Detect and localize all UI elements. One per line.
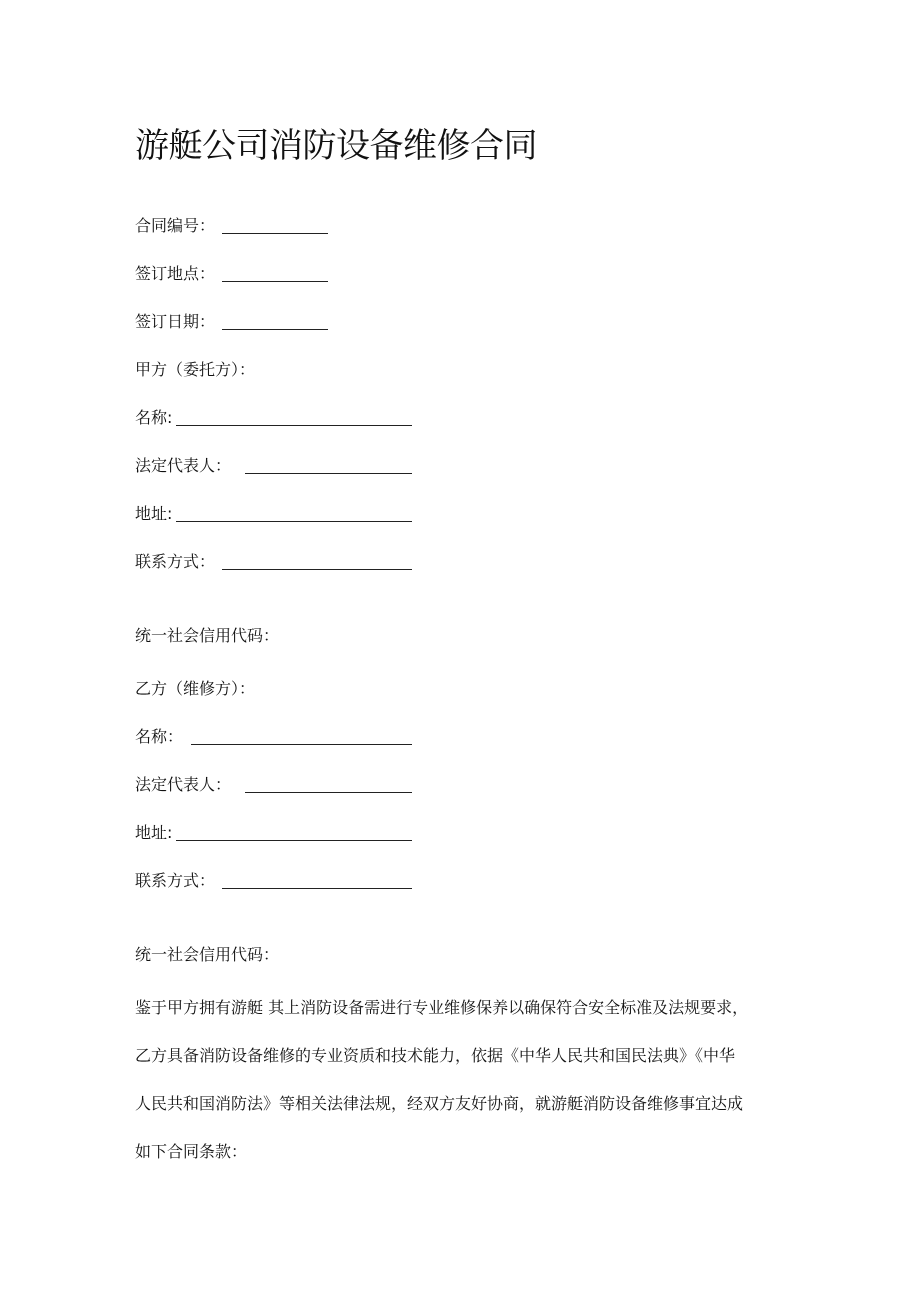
- party-b-credit-code-field: [135, 942, 279, 968]
- party-a-address-field: [135, 501, 172, 527]
- party-b-name-blank[interactable]: [191, 744, 412, 745]
- party-a-name-field: [135, 405, 172, 431]
- party-b-contact-field: [135, 868, 215, 894]
- party-a-heading: [135, 357, 255, 383]
- party-b-name-label: 名称：: [135, 727, 184, 746]
- party-b-legal-rep-field: [135, 772, 231, 798]
- party-a-contact-blank[interactable]: [222, 569, 412, 570]
- party-b-address-blank[interactable]: [176, 840, 412, 841]
- party-a-address-blank[interactable]: [176, 521, 412, 522]
- party-a-heading-text: 甲方（委托方）：: [135, 360, 256, 379]
- party-a-legal-rep-label: 法定代表人：: [135, 456, 232, 475]
- party-b-legal-rep-blank[interactable]: [245, 792, 412, 793]
- party-a-name-blank[interactable]: [176, 425, 412, 426]
- party-b-contact-blank[interactable]: [222, 888, 412, 889]
- party-a-name-label: 名称:: [135, 408, 173, 427]
- sign-place-field: [135, 261, 215, 287]
- party-b-heading-text: 乙方（维修方）：: [135, 679, 256, 698]
- party-a-legal-rep-blank[interactable]: [245, 473, 412, 474]
- preamble-line-1: 鉴于甲方拥有游艇 其上消防设备需进行专业维修保养以确保符合安全标准及法规要求，: [135, 998, 749, 1017]
- sign-date-label: 签订日期：: [135, 312, 216, 331]
- preamble-line-3: 人民共和国消防法》等相关法律法规，经双方友好协商，就游艇消防设备维修事宜达成: [135, 1094, 744, 1113]
- party-a-credit-code-field: [135, 623, 279, 649]
- sign-place-blank[interactable]: [222, 281, 328, 282]
- party-a-address-label: 地址:: [135, 504, 173, 523]
- preamble-line-2: 乙方具备消防设备维修的专业资质和技术能力，依据《中华人民共和国民法典》《中华: [135, 1046, 736, 1065]
- contract-number-field: [135, 213, 215, 239]
- sign-place-label: 签订地点：: [135, 264, 216, 283]
- party-b-credit-code-label: 统一社会信用代码：: [135, 945, 280, 964]
- document-title: 游艇公司消防设备维修合同: [135, 126, 537, 166]
- party-a-contact-label: 联系方式：: [135, 552, 216, 571]
- party-a-legal-rep-field: [135, 453, 231, 479]
- preamble-line-4: 如下合同条款：: [135, 1142, 248, 1161]
- party-b-name-field: [135, 724, 183, 750]
- contract-number-label: 合同编号：: [135, 216, 216, 235]
- party-b-legal-rep-label: 法定代表人：: [135, 775, 232, 794]
- party-b-heading: [135, 676, 255, 702]
- sign-date-field: [135, 309, 215, 335]
- contract-number-blank[interactable]: [222, 233, 328, 234]
- party-b-address-field: [135, 820, 172, 846]
- party-b-address-label: 地址:: [135, 823, 173, 842]
- sign-date-blank[interactable]: [222, 329, 328, 330]
- party-a-credit-code-label: 统一社会信用代码：: [135, 626, 280, 645]
- party-a-contact-field: [135, 549, 215, 575]
- party-b-contact-label: 联系方式：: [135, 871, 216, 890]
